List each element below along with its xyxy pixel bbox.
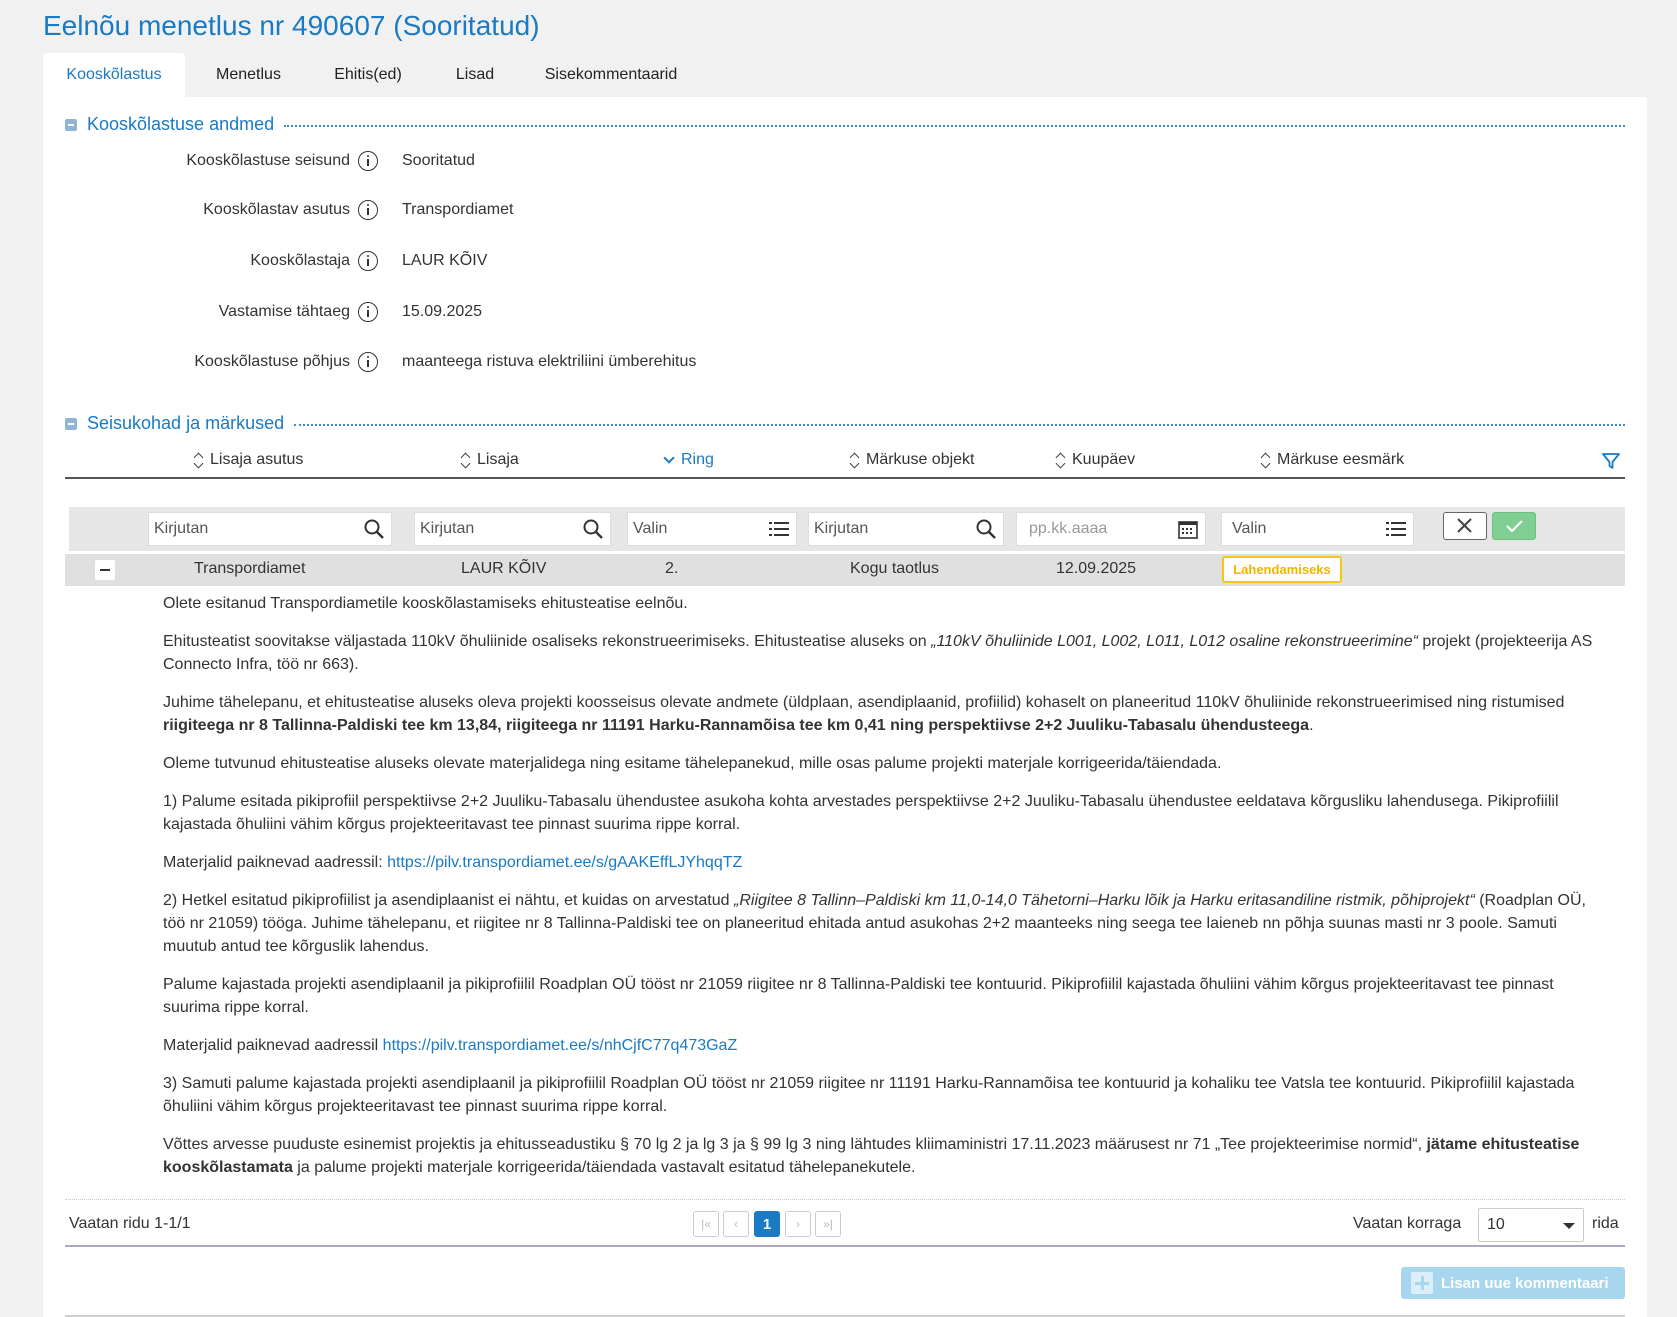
- rows-info: Vaatan ridu 1-1/1: [69, 1215, 191, 1232]
- field-row-asutus: [43, 198, 943, 222]
- field-label: Kooskõlastaja: [250, 252, 350, 269]
- text: Materjalid paiknevad aadressil:: [163, 854, 388, 871]
- sort-icon: [194, 452, 204, 468]
- apply-filter-button[interactable]: [1492, 512, 1536, 540]
- text: Juhime tähelepanu, et ehitusteatise aluseks oleva projekti koosseisus olevate andmete (üldplaan, asendiplaanid, profiilid) kohaselt on planeeritud 110kV õhuliinide rekonstrueerimised ning ristumised: [163, 694, 1565, 711]
- cell-ring: 2.: [665, 560, 679, 577]
- comment-paragraph: [163, 1034, 1603, 1057]
- grid-header: [65, 445, 1625, 479]
- search-icon: [975, 518, 997, 540]
- filter-placeholder: pp.kk.aaaa: [1029, 520, 1108, 537]
- filter-text: Kirjutan: [154, 520, 209, 537]
- field-row-seisund: [43, 149, 943, 173]
- comment-paragraph: Oleme tutvunud ehitusteatise aluseks olevate materjalidega ning esitame tähelepanekud, mille osas palume projekti materjale korrigeerida/täiendada.: [163, 755, 1222, 772]
- search-icon: [582, 518, 604, 540]
- section-header-seisukohad: [65, 413, 1625, 434]
- column-label: Märkuse eesmärk: [1277, 451, 1405, 468]
- cell-kuupaev: 12.09.2025: [1056, 560, 1137, 577]
- sort-icon: [461, 452, 471, 468]
- next-page-button[interactable]: ›: [785, 1211, 811, 1237]
- text-italic: „110kV õhuliinide L001, L002, L011, L012 osaline rekonstrueerimine“: [931, 633, 1418, 650]
- info-icon[interactable]: [358, 302, 378, 322]
- column-label: Märkuse objekt: [866, 451, 975, 468]
- column-header-kuupaev[interactable]: [1056, 451, 1135, 469]
- field-label: Kooskõlastuse põhjus: [194, 353, 350, 370]
- column-label: Kuupäev: [1072, 451, 1136, 468]
- section-title: Seisukohad ja märkused: [87, 413, 285, 433]
- list-icon: [768, 518, 790, 540]
- tab-ehitised[interactable]: Ehitis(ed): [334, 66, 402, 83]
- field-row-pohjus: [43, 350, 943, 374]
- add-comment-button[interactable]: [1401, 1267, 1625, 1299]
- comment-paragraph: Palume kajastada projekti asendiplaanil ja pikiprofiilil Roadplan OÜ tööst nr 21059 riigitee nr 8 Tallinna-Paldiski tee kontuurid. Pikiprofiilil kajastada õhuliini vähim kõrgus projekteeritavast tee pinnast suurima rippe korral.: [163, 976, 1554, 1016]
- filter-ring-select[interactable]: [627, 512, 797, 546]
- comment-paragraph: [163, 630, 1603, 676]
- sort-icon: [1056, 452, 1066, 468]
- column-header-lisaja[interactable]: [461, 451, 519, 469]
- text-italic: „Riigitee 8 Tallinn–Paldiski km 11,0-14,0 Tähetorni–Harku lõik ja Harku eritasandiline ristmik, põhiprojekt“: [734, 892, 1475, 909]
- info-icon[interactable]: [358, 151, 378, 171]
- column-label: Lisaja asutus: [210, 451, 304, 468]
- field-value: Transpordiamet: [402, 201, 514, 218]
- comment-paragraph: [163, 889, 1603, 958]
- materials-link-2[interactable]: https://pilv.transpordiamet.ee/s/nhCjfC77q473GaZ: [382, 1037, 738, 1054]
- collapse-row-button[interactable]: [95, 560, 115, 580]
- field-label: Kooskõlastav asutus: [203, 201, 350, 218]
- cell-objekt: Kogu taotlus: [850, 560, 939, 577]
- prev-page-button[interactable]: ‹: [723, 1211, 749, 1237]
- first-page-button[interactable]: |«: [693, 1211, 719, 1237]
- divider: [284, 125, 1625, 127]
- filter-text: Kirjutan: [814, 520, 869, 537]
- tab-kooskolastus[interactable]: Kooskõlastus: [43, 53, 185, 97]
- cell-asutus: Transpordiamet: [194, 560, 306, 577]
- column-header-lisaja-asutus[interactable]: [194, 451, 303, 469]
- filter-eesmark-select[interactable]: [1221, 512, 1414, 546]
- section-header-kooskolastuse-andmed: [65, 114, 1625, 135]
- filter-lisaja-input[interactable]: [414, 512, 611, 546]
- text: 2) Hetkel esitatud pikiprofiilist ja asendiplaanist ei nähtu, et kuidas on arvestatud: [163, 892, 734, 909]
- calendar-icon[interactable]: [1177, 518, 1199, 540]
- column-header-ring[interactable]: [665, 451, 714, 469]
- pagination: [65, 1205, 1625, 1243]
- info-icon[interactable]: [358, 352, 378, 372]
- tab-lisad[interactable]: Lisad: [455, 66, 495, 83]
- field-value: 15.09.2025: [402, 303, 483, 320]
- tab-sisekommentaarid[interactable]: Sisekommentaarid: [544, 66, 678, 83]
- divider: [65, 1199, 1625, 1200]
- text: ja palume projekti materjale korrigeerida/täiendada vastavalt esitatud tähelepanekutele.: [292, 1159, 916, 1176]
- clear-filter-button[interactable]: [1443, 512, 1487, 540]
- info-icon[interactable]: [358, 251, 378, 271]
- table-row[interactable]: [65, 554, 1625, 586]
- add-comment-label: Lisan uue kommentaari: [1441, 1274, 1609, 1292]
- materials-link-1[interactable]: https://pilv.transpordiamet.ee/s/gAAKEffLJYhqqTZ: [387, 854, 743, 871]
- tab-bar: [43, 53, 696, 97]
- tab-menetlus[interactable]: Menetlus: [216, 66, 281, 83]
- filter-asutus-input[interactable]: [148, 512, 392, 546]
- sort-desc-icon: [663, 452, 674, 463]
- text-bold: jätame ehitusteatise kooskõlastamata: [163, 1136, 1580, 1176]
- section-title: Kooskõlastuse andmed: [87, 114, 275, 134]
- search-icon: [363, 518, 385, 540]
- status-badge: Lahendamiseks: [1222, 556, 1342, 583]
- per-page-label: Vaatan korraga: [1353, 1215, 1462, 1232]
- filter-row: [69, 507, 1625, 551]
- close-icon: [1444, 513, 1485, 538]
- column-label: Lisaja: [477, 451, 519, 468]
- page-title: Eelnõu menetlus nr 490607 (Sooritatud): [43, 10, 540, 41]
- filter-text: Kirjutan: [420, 520, 475, 537]
- column-label: Ring: [681, 451, 714, 468]
- column-header-markuse-eesmark[interactable]: [1261, 451, 1404, 469]
- field-value: Sooritatud: [402, 152, 475, 169]
- last-page-button[interactable]: »|: [815, 1211, 841, 1237]
- text: Materjalid paiknevad aadressil: [163, 1037, 383, 1054]
- divider: [294, 424, 1625, 426]
- sort-icon: [850, 452, 860, 468]
- text: Võttes arvesse puuduste esinemist projektis ja ehitusseadustiku § 70 lg 2 ja lg 3 ja § 99 lg 3 ning lähtudes kliimaministri 17.11.2023 määrusest nr 71 „Tee projekteerimise normid“,: [163, 1136, 1427, 1153]
- column-header-markuse-objekt[interactable]: [850, 451, 975, 469]
- field-value: maanteega ristuva elektriliini ümberehitus: [402, 353, 697, 370]
- comment-paragraph: [163, 691, 1603, 737]
- filter-objekt-input[interactable]: [808, 512, 1004, 546]
- filter-icon[interactable]: [1601, 451, 1621, 471]
- caret-down-icon: [1563, 1223, 1575, 1229]
- collapse-icon[interactable]: [65, 119, 77, 131]
- field-value: LAUR KÕIV: [402, 252, 488, 269]
- comment-paragraph: [163, 851, 1603, 874]
- per-page-select[interactable]: [1478, 1208, 1584, 1242]
- rows-label: rida: [1592, 1215, 1619, 1232]
- comment-paragraph: Olete esitanud Transpordiametile kooskõlastamiseks ehitusteatise eelnõu.: [163, 595, 688, 612]
- sort-icon: [1261, 452, 1271, 468]
- field-row-kooskolastaja: [43, 249, 943, 273]
- filter-text: Valin: [1232, 520, 1267, 537]
- field-label: Kooskõlastuse seisund: [186, 152, 350, 169]
- collapse-icon[interactable]: [65, 418, 77, 430]
- info-icon[interactable]: [358, 200, 378, 220]
- text: projekt (projekteerija AS Connecto Infra, töö nr 663).: [163, 633, 1593, 673]
- text: Ehitusteatist soovitakse väljastada 110kV õhuliinide osaliseks rekonstrueerimiseks. Ehitusteatise aluseks on: [163, 633, 932, 650]
- text: .: [1309, 717, 1314, 734]
- field-row-tahtaeg: [43, 300, 943, 324]
- plus-icon: [1411, 1272, 1433, 1294]
- cell-lisaja: LAUR KÕIV: [461, 560, 547, 577]
- check-icon: [1493, 513, 1535, 539]
- comment-paragraph: [163, 1133, 1603, 1179]
- per-page-value: 10: [1487, 1216, 1505, 1233]
- divider: [65, 1245, 1625, 1247]
- comment-body: [163, 592, 1603, 1194]
- content-panel: [43, 97, 1647, 1317]
- list-icon: [1385, 518, 1407, 540]
- comment-paragraph: 3) Samuti palume kajastada projekti asendiplaanil ja pikiprofiilil Roadplan OÜ tööst nr 21059 riigitee nr 11191 Harku-Rannamõisa tee kontuurid ja kohaliku tee Vatsla tee kontuurid. Pikiprofiilil kajastada õhuliini vähim kõrgus projekteeritavast tee pinnast suurima rippe korral.: [163, 1075, 1575, 1115]
- field-label: Vastamise tähtaeg: [218, 303, 350, 320]
- text-bold: riigiteega nr 8 Tallinna-Paldiski tee km 13,84, riigiteega nr 11191 Harku-Rannamõisa tee km 0,41 ning perspektiivse 2+2 Juuliku-Tabasalu ühendusteega: [163, 717, 1310, 734]
- comment-paragraph: 1) Palume esitada pikiprofiil perspektiivse 2+2 Juuliku-Tabasalu ühendustee asukoha kohta arvestades perspektiivse 2+2 Juuliku-Tabasalu ühendustee eeldatava kõrgusliku lahendusega. Pikiprofiilil kajastada õhuliini vähim kõrgus projekteeritavast tee pinnast suurima rippe korral.: [163, 793, 1559, 833]
- text: (Roadplan OÜ, töö nr 21059) tööga. Juhime tähelepanu, et riigitee nr 8 Tallinna-Paldiski tee on planeeritud ehitada antud asukohas 2+2 maanteeks ning seega tee laieneb nn põhja suunas masti nr 3 poole. Samuti muutub antud tee kõrguslik lahendus.: [163, 892, 1586, 955]
- filter-kuupaev-input[interactable]: [1016, 512, 1206, 546]
- current-page-button[interactable]: 1: [754, 1211, 780, 1237]
- filter-text: Valin: [633, 520, 668, 537]
